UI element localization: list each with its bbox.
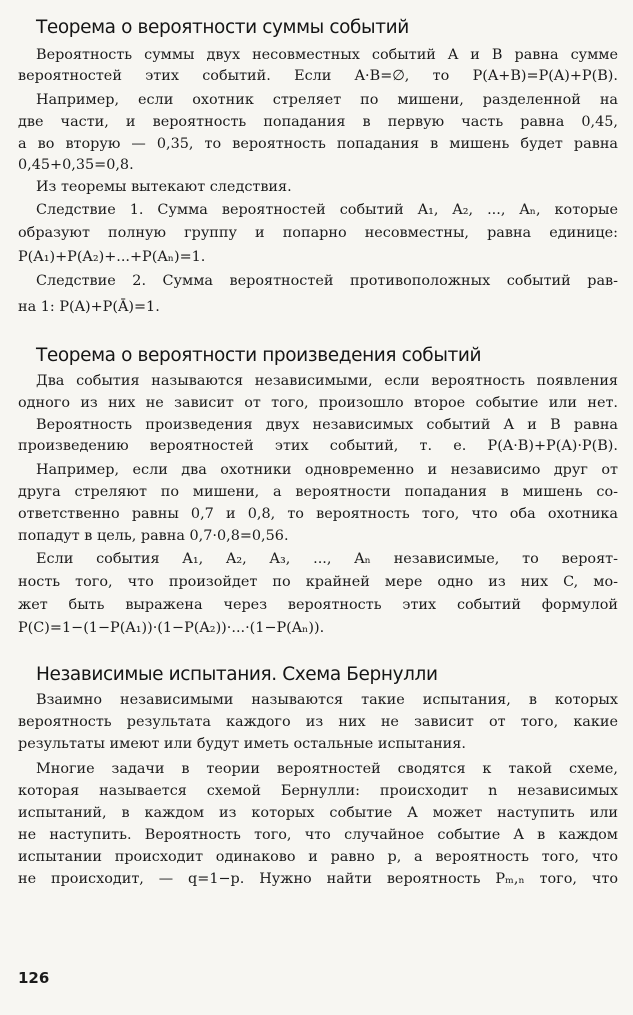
text-line: попадут в цель, равна 0,7·0,8=0,56. [18,528,289,544]
text-line: ность того, что произойдет по крайней мере одно из них C, мо- [18,574,618,590]
text-line: испытании происходит одинаково и равно p, а вероятность того, что [18,849,618,865]
text-line: не наступить. Вероятность того, что случайное событие A в каждом [18,827,618,843]
text-line: Если события A₁, A₂, A₃, ..., Aₙ независимые, то вероят- [36,551,618,567]
text-line: Вероятность произведения двух независимых событий A и B равна [36,417,618,433]
section-heading-product: Теорема о вероятности произведения событий [36,345,482,366]
section-heading-bernoulli: Независимые испытания. Схема Бернулли [36,664,438,685]
text-line: Следствие 1. Сумма вероятностей событий A₁, A₂, ..., Aₙ, которые [36,202,618,218]
text-line: Многие задачи в теории вероятностей сводятся к такой схеме, [36,761,618,777]
text-line: две части, и вероятность попадания в первую часть равна 0,45, [18,114,618,130]
text-line: Вероятность суммы двух несовместных событий A и B равна сумме [36,47,618,63]
text-line: испытаний, в каждом из которых событие A может наступить или [18,805,618,821]
text-line: Следствие 2. Сумма вероятностей противоположных событий рав- [36,273,618,289]
text-line: Из теоремы вытекают следствия. [36,179,292,195]
text-line: Например, если два охотники одновременно и независимо друг от [36,462,618,478]
section-heading-sum: Теорема о вероятности суммы событий [36,17,409,38]
text-line: P(A₁)+P(A₂)+...+P(Aₙ)=1. [18,249,206,265]
text-line: не происходит, — q=1−p. Нужно найти вероятность Pₘ,ₙ того, что [18,871,618,887]
text-line: произведению вероятностей этих событий, т. е. P(A·B)+P(A)·P(B). [18,438,618,454]
text-line: 0,45+0,35=0,8. [18,157,134,173]
text-line: Например, если охотник стреляет по мишени, разделенной на [36,92,618,108]
text-line: образуют полную группу и попарно несовместны, равна единице: [18,225,618,241]
text-line: Взаимно независимыми называются такие испытания, в которых [36,692,618,708]
text-line: а во вторую — 0,35, то вероятность попадания в мишень будет равна [18,136,618,152]
text-line: результаты имеют или будут иметь остальные испытания. [18,736,466,752]
text-line: жет быть выражена через вероятность этих событий формулой [18,597,618,613]
text-line: вероятность результата каждого из них не зависит от того, какие [18,714,618,730]
text-line: вероятностей этих событий. Если A·B=∅, то P(A+B)=P(A)+P(B). [18,68,618,84]
page-number: 126 [18,969,50,987]
text-line: Два события называются независимыми, если вероятность появления [36,373,618,389]
text-line: P(C)=1−(1−P(A₁))·(1−P(A₂))·...·(1−P(Aₙ)). [18,620,325,636]
text-line: на 1: P(A)+P(Ā)=1. [18,299,160,315]
text-line: одного из них не зависит от того, произошло второе событие или нет. [18,395,618,411]
text-line: которая называется схемой Бернулли: происходит n независимых [18,783,618,799]
text-line: ответственно равны 0,7 и 0,8, то вероятность того, что оба охотника [18,506,618,522]
text-line: друга стреляют по мишени, а вероятности попадания в мишень со- [18,484,618,500]
